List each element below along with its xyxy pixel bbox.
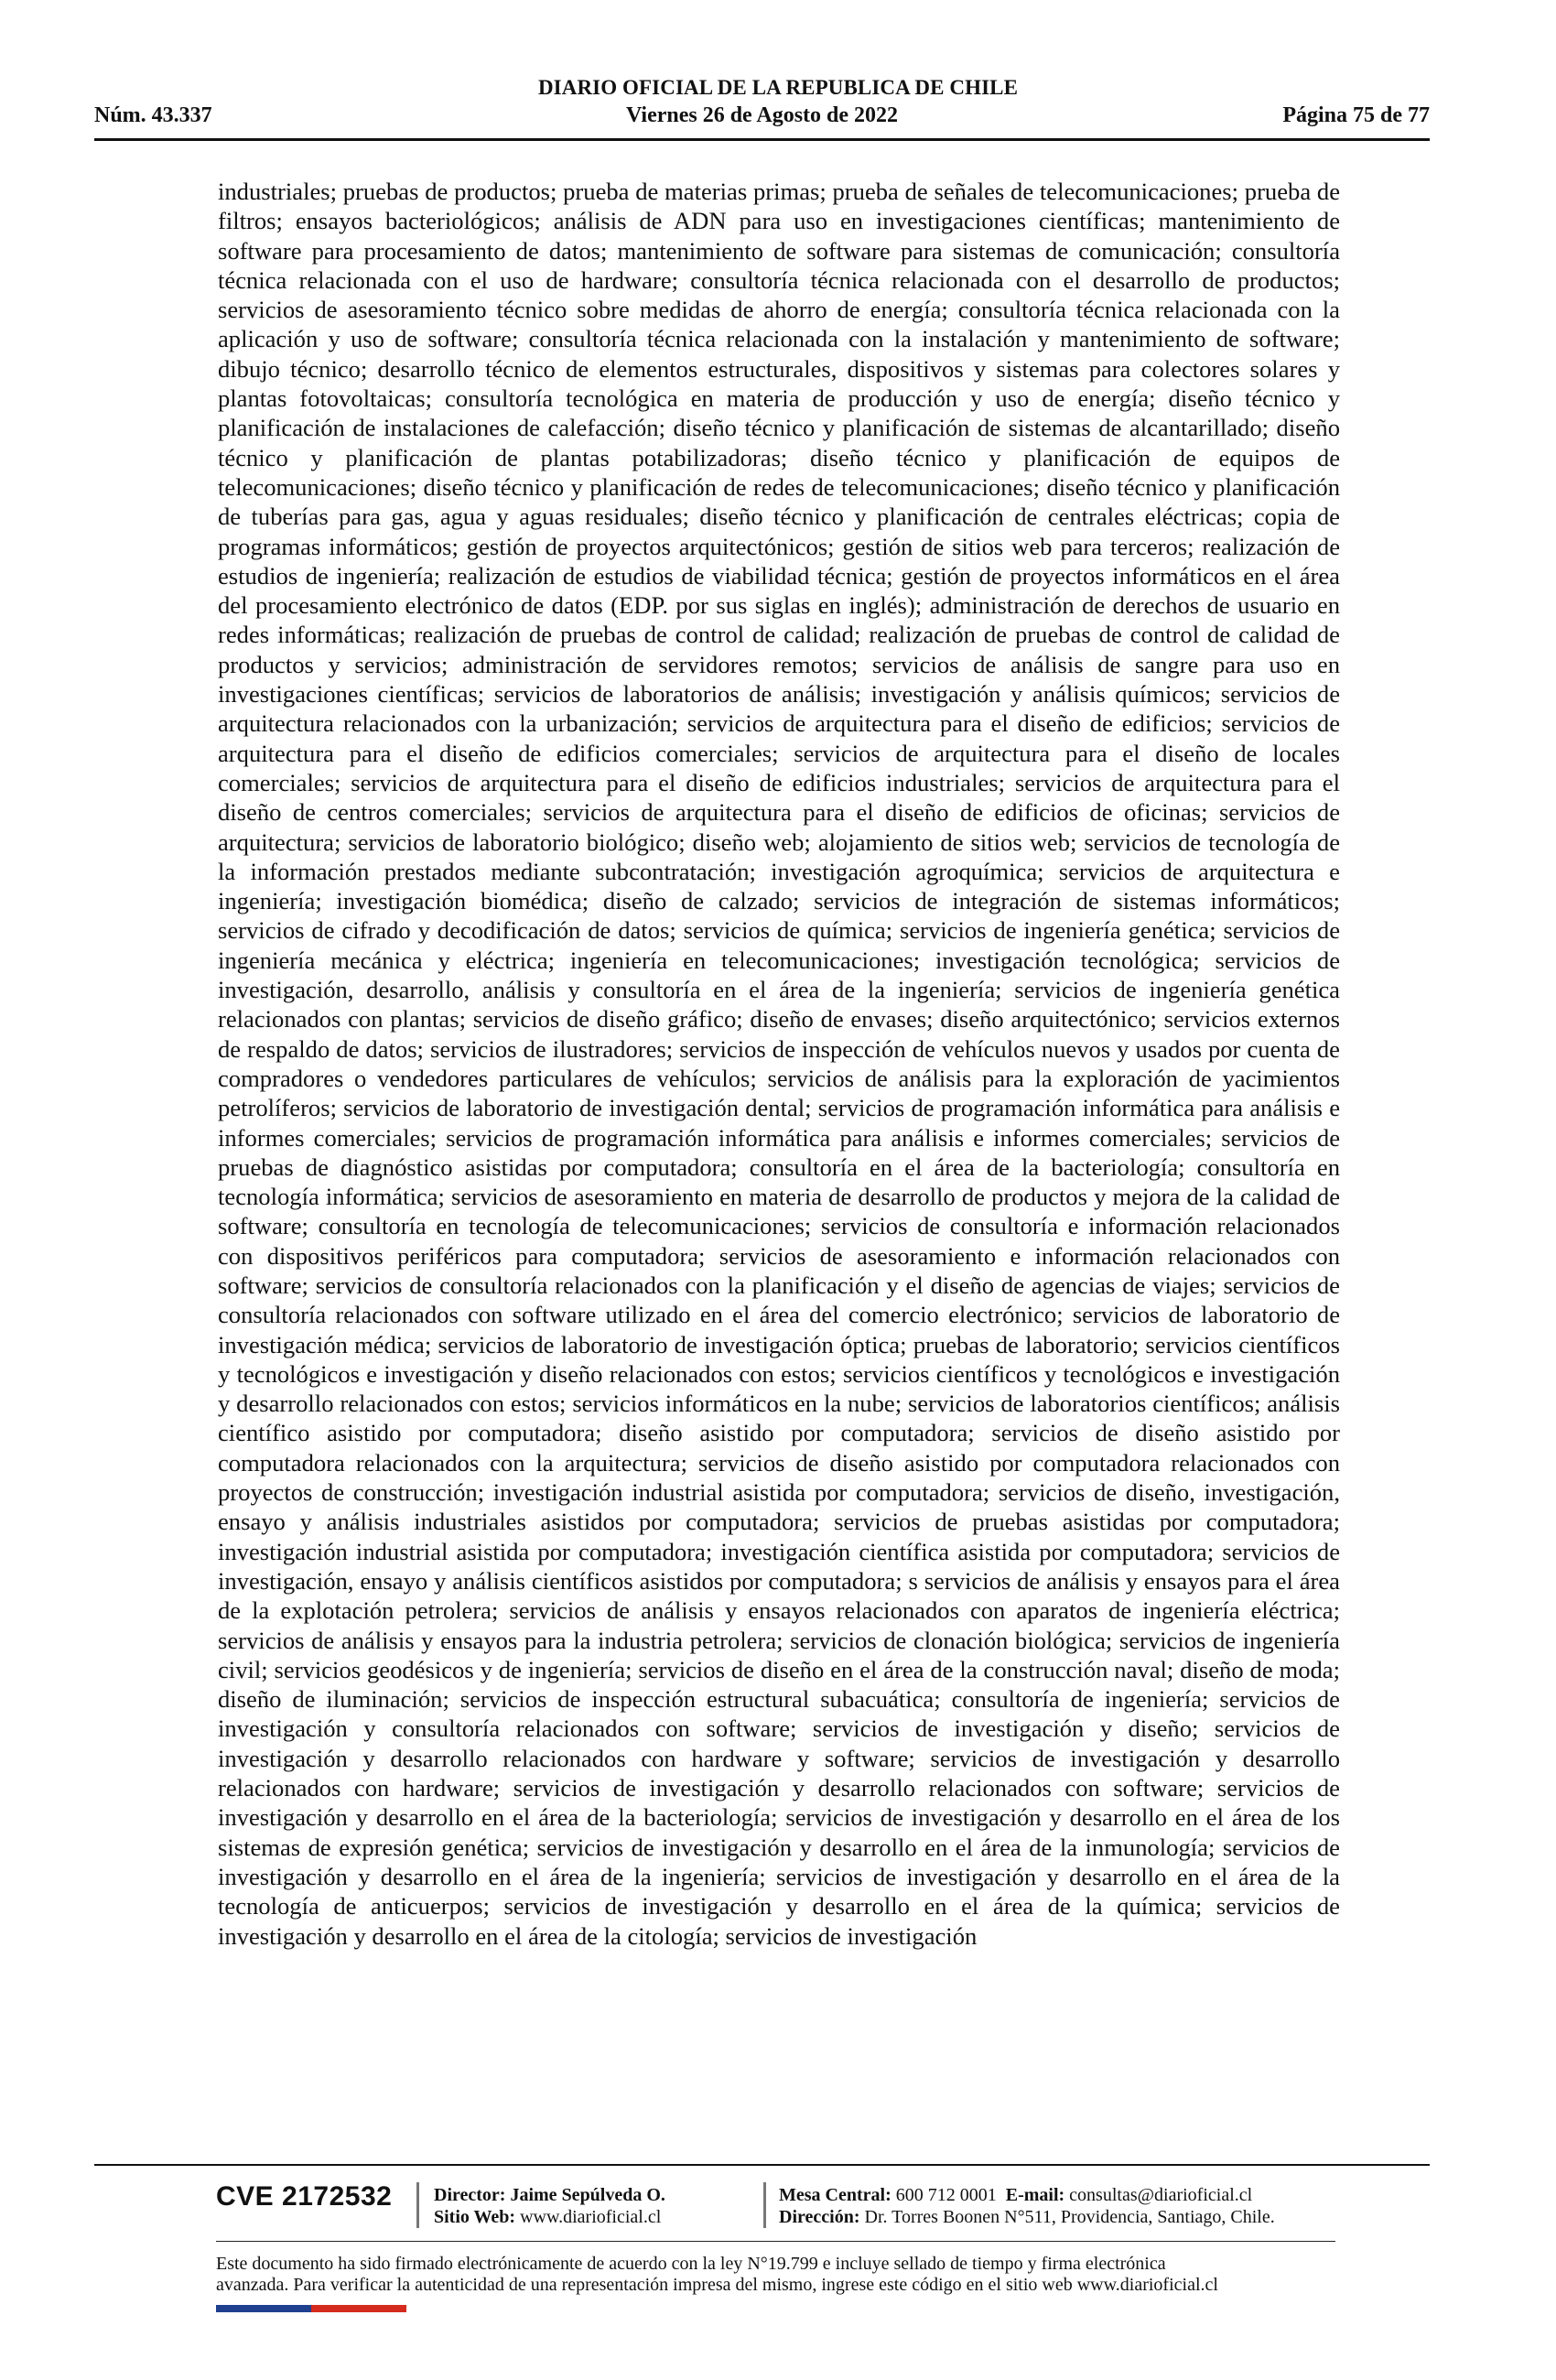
footer-separator (763, 2182, 766, 2228)
address-value: Dr. Torres Boonen N°511, Providencia, Santiago, Chile. (864, 2207, 1275, 2227)
issue-date: Viernes 26 de Agosto de 2022 (625, 103, 899, 127)
director-label: Director: (434, 2185, 506, 2205)
header-divider (94, 138, 1430, 141)
legal-notice-line: avanzada. Para verificar la autenticidad de una representación impresa del mismo, ingrese este código en el sitio web www.diarioficial.cl (216, 2275, 1218, 2295)
phone-label: Mesa Central: (779, 2185, 891, 2205)
legal-notice (216, 2254, 1342, 2296)
website-line (434, 2206, 665, 2228)
legal-divider (216, 2241, 1335, 2242)
website-label: Sitio Web: (434, 2207, 516, 2227)
email-link[interactable]: consultas@diarioficial.cl (1069, 2185, 1253, 2205)
footer-director-block (434, 2184, 665, 2228)
email-label: E-mail: (1005, 2185, 1065, 2205)
flag-stripe-red (311, 2305, 406, 2312)
body-text: industriales; pruebas de productos; prueba de materias primas; prueba de señales de telecomunicaciones; prueba de filtros; ensayos bacteriológicos; análisis de ADN para uso en investigaciones científicas; mantenimiento de software para procesamiento de datos; mantenimiento de software para sistemas de comunicación; consultoría técnica relacionada con el uso de hardware; consultoría técnica relacionada con el desarrollo de productos; servicios de asesoramiento técnico sobre medidas de ahorro de energía; consultoría técnica relacionada con la aplicación y uso de software; consultoría técnica relacionada con la instalación y mantenimiento de software; dibujo técnico; desarrollo técnico de elementos estructurales, dispositivos y sistemas para colectores solares y plantas fotovoltaicas; consultoría tecnológica en materia de producción y uso de energía; diseño técnico y planificación de instalaciones de calefacción; diseño técnico y planificación de sistemas de alcantarillado; diseño técnico y planificación de plantas potabilizadoras; diseño técnico y planificación de equipos de telecomunicaciones; diseño técnico y planificación de redes de telecomunicaciones; diseño técnico y planificación de tuberías para gas, agua y aguas residuales; diseño técnico y planificación de centrales eléctricas; copia de programas informáticos; gestión de proyectos arquitectónicos; gestión de sitios web para terceros; realización de estudios de ingeniería; realización de estudios de viabilidad técnica; gestión de proyectos informáticos en el área del procesamiento electrónico de datos (EDP. por sus siglas en inglés); administración de derechos de usuario en redes informáticas; realización de pruebas de control de calidad; realización de pruebas de control de calidad de productos y servicios; administración de servidores remotos; servicios de análisis de sangre para uso en investigaciones científicas; servicios de laboratorios de análisis; investigación y análisis químicos; servicios de arquitectura relacionados con la urbanización; servicios de arquitectura para el diseño de edificios; servicios de arquitectura para el diseño de edificios comerciales; servicios de arquitectura para el diseño de locales comerciales; servicios de arquitectura para el diseño de edificios industriales; servicios de arquitectura para el diseño de centros comerciales; servicios de arquitectura para el diseño de edificios de oficinas; servicios de arquitectura; servicios de laboratorio biológico; diseño web; alojamiento de sitios web; servicios de tecnología de la información prestados mediante subcontratación; investigación agroquímica; servicios de arquitectura e ingeniería; investigación biomédica; diseño de calzado; servicios de integración de sistemas informáticos; servicios de cifrado y decodificación de datos; servicios de química; servicios de ingeniería genética; servicios de ingeniería mecánica y eléctrica; ingeniería en telecomunicaciones; investigación tecnológica; servicios de investigación, desarrollo, análisis y consultoría en el área de la ingeniería; servicios de ingeniería genética relacionados con plantas; servicios de diseño gráfico; diseño de envases; diseño arquitectónico; servicios externos de respaldo de datos; servicios de ilustradores; servicios de inspección de vehículos nuevos y usados por cuenta de compradores o vendedores particulares de vehículos; servicios de análisis para la exploración de yacimientos petrolíferos; servicios de laboratorio de investigación dental; servicios de programación informática para análisis e informes comerciales; servicios de programación informática para análisis e informes comerciales; servicios de pruebas de diagnóstico asistidas por computadora; consultoría en el área de la bacteriología; consultoría en tecnología informática; servicios de asesoramiento en materia de desarrollo de productos y mejora de la calidad de software; consultoría en tecnología de telecomunicaciones; servicios de consultoría e información relacionados con dispositivos periféricos para computadora; servicios de asesoramiento e información relacionados con software; servicios de consultoría relacionados con la planificación y el diseño de agencias de viajes; servicios de consultoría relacionados con software utilizado en el área del comercio electrónico; servicios de laboratorio de investigación médica; servicios de laboratorio de investigación óptica; pruebas de laboratorio; servicios científicos y tecnológicos e investigación y diseño relacionados con estos; servicios científicos y tecnológicos e investigación y desarrollo relacionados con estos; servicios informáticos en la nube; servicios de laboratorios científicos; análisis científico asistido por computadora; diseño asistido por computadora; servicios de diseño asistido por computadora relacionados con la arquitectura; servicios de diseño asistido por computadora relacionados con proyectos de construcción; investigación industrial asistida por computadora; servicios de diseño, investigación, ensayo y análisis industriales asistidos por computadora; servicios de pruebas asistidas por computadora; investigación industrial asistida por computadora; investigación científica asistida por computadora; servicios de investigación, ensayo y análisis científicos asistidos por computadora; s servicios de análisis y ensayos para el área de la explotación petrolera; servicios de análisis y ensayos relacionados con aparatos de ingeniería eléctrica; servicios de análisis y ensayos para la industria petrolera; servicios de clonación biológica; servicios de ingeniería civil; servicios geodésicos y de ingeniería; servicios de diseño en el área de la construcción naval; diseño de moda; diseño de iluminación; servicios de inspección estructural subacuática; consultoría de ingeniería; servicios de investigación y consultoría relacionados con software; servicios de investigación y diseño; servicios de investigación y desarrollo relacionados con hardware y software; servicios de investigación y desarrollo relacionados con hardware; servicios de investigación y desarrollo relacionados con software; servicios de investigación y desarrollo en el área de la bacteriología; servicios de investigación y desarrollo en el área de los sistemas de expresión genética; servicios de investigación y desarrollo en el área de la inmunología; servicios de investigación y desarrollo en el área de la ingeniería; servicios de investigación y desarrollo en el área de la tecnología de anticuerpos; servicios de investigación y desarrollo en el área de la química; servicios de investigación y desarrollo en el área de la citología; servicios de investigación (218, 178, 1340, 1950)
director-line (434, 2184, 665, 2206)
page-number: Página 75 de 77 (1282, 103, 1430, 127)
flag-stripe-blue (216, 2305, 311, 2312)
issue-number: Núm. 43.337 (94, 103, 212, 127)
address-label: Dirección: (779, 2207, 860, 2227)
address-line (779, 2206, 1275, 2228)
legal-notice-line: Este documento ha sido firmado electrónicamente de acuerdo con la ley N°19.799 e incluye sellado de tiempo y firma electrónica (216, 2254, 1166, 2274)
newspaper-title: DIARIO OFICIAL DE LA REPUBLICA DE CHILE (537, 76, 1019, 99)
contact-line (779, 2184, 1275, 2206)
director-name: Jaime Sepúlveda O. (510, 2185, 665, 2205)
footer-divider (94, 2164, 1430, 2166)
header-row (94, 103, 1430, 131)
footer-separator (416, 2182, 419, 2228)
footer-contact-block (779, 2184, 1275, 2228)
phone-number: 600 712 0001 (895, 2185, 997, 2205)
website-link[interactable]: www.diarioficial.cl (520, 2207, 662, 2227)
cve-code: CVE 2172532 (216, 2181, 393, 2212)
